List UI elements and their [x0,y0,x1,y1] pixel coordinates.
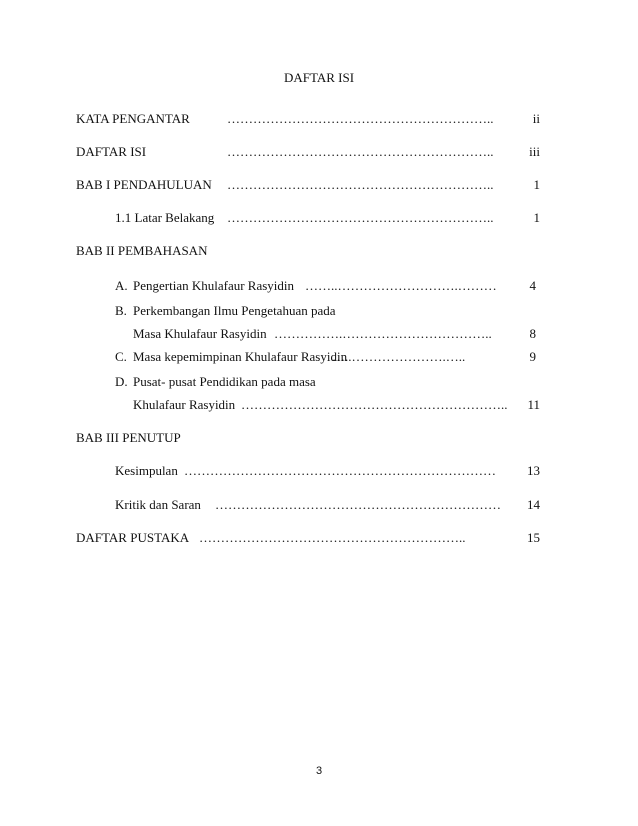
toc-page-number: 11 [527,397,540,412]
toc-entry-label: DAFTAR PUSTAKA [76,530,190,545]
toc-leader-dots: …………….…………………………….. [274,326,492,341]
toc-leader-dots: …………………………………………………….. [241,397,508,412]
toc-leader-dots: ……..……………………….……… [305,278,497,293]
toc-subentry-label: Masa kepemimpinan Khulafaur Rasyidin [133,349,348,364]
toc-chapter-label: BAB II PEMBAHASAN [76,243,208,258]
toc-leader-dots: …………………………………………………….. [227,177,494,192]
toc-list-marker: A. [115,278,128,293]
toc-subentry-label: Kritik dan Saran [115,497,201,512]
toc-subentry-label: Pusat- pusat Pendidikan pada masa [133,374,316,389]
toc-leader-dots: ……………………………………………………………… [184,463,496,478]
toc-leader-dots: …………………………………………………….. [227,111,494,126]
toc-page-number: 9 [529,349,536,364]
toc-subentry-label: Pengertian Khulafaur Rasyidin [133,278,295,293]
toc-page-number: 1 [533,210,540,225]
toc-entry-label: DAFTAR ISI [76,144,147,159]
toc-subentry-label: Kesimpulan [115,463,178,478]
toc-page-number: ii [532,111,540,126]
toc-subentry-label: Perkembangan Ilmu Pengetahuan pada [133,303,336,318]
toc-list-marker: D. [115,374,128,389]
toc-page-number: 1 [533,177,540,192]
toc-chapter-label: BAB III PENUTUP [76,430,181,445]
toc-page-number: 14 [527,497,540,512]
toc-page-number: 8 [529,326,536,341]
toc-leader-dots: …………………………………………………….. [227,210,494,225]
toc-leader-dots: …………………………………………………….. [199,530,466,545]
toc-leader-dots: …..………………….….. [332,349,466,364]
toc-leader-dots: ………………………………………………………… [215,497,501,512]
toc-page-number: 4 [529,278,536,293]
toc-subentry-label: 1.1 Latar Belakang [115,210,215,225]
toc-list-marker: C. [115,349,127,364]
toc-leader-dots: …………………………………………………….. [227,144,494,159]
toc-subentry-label-continued: Masa Khulafaur Rasyidin [133,326,267,341]
toc-title: DAFTAR ISI [283,70,355,85]
toc-list-marker: B. [115,303,127,318]
toc-chapter-label: BAB I PENDAHULUAN [76,177,212,192]
toc-entry-label: KATA PENGANTAR [76,111,190,126]
toc-page-number: iii [529,144,540,159]
toc-page-number: 13 [527,463,540,478]
toc-subentry-label-continued: Khulafaur Rasyidin [133,397,236,412]
toc-page-number: 15 [527,530,540,545]
page-number: 3 [315,765,323,777]
